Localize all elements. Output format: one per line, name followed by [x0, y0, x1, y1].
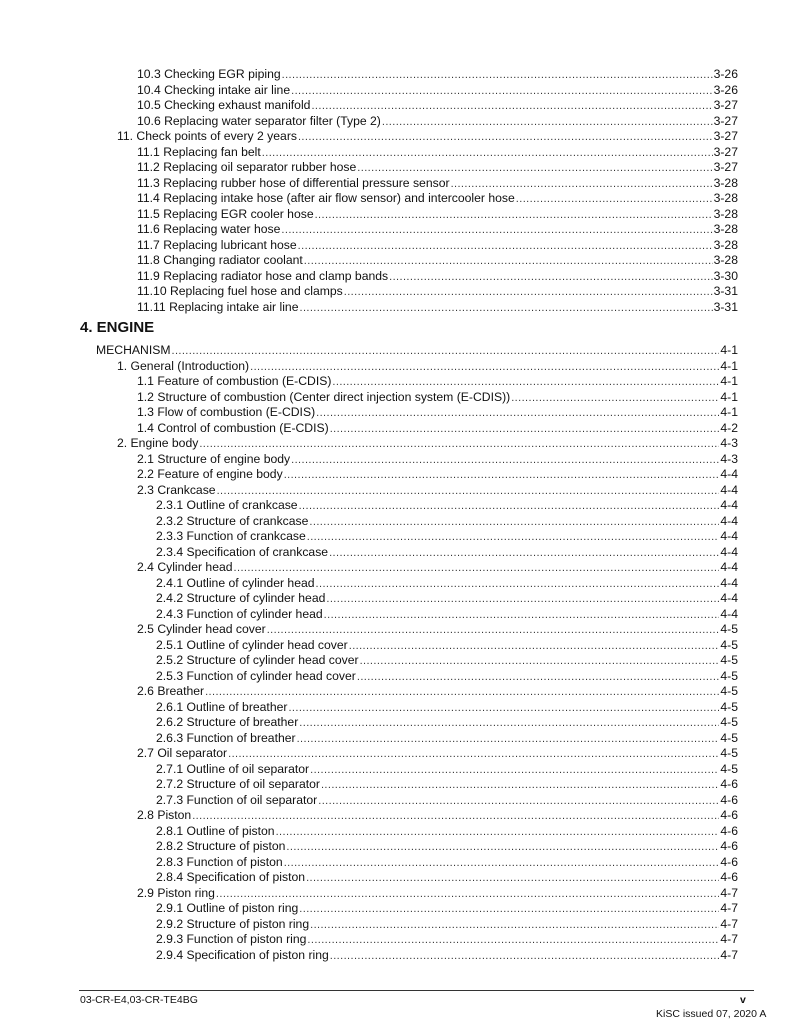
toc-entry[interactable]	[137, 389, 738, 405]
toc-entry-page: 4-7	[720, 916, 738, 931]
toc-entry-title: 1. General (Introduction)	[117, 358, 250, 373]
toc-entry[interactable]	[137, 373, 738, 389]
toc-entry-page: 4-1	[720, 358, 738, 373]
toc-entry[interactable]	[156, 652, 738, 668]
toc-entry-page: 3-27	[713, 113, 738, 128]
toc-entry[interactable]	[137, 268, 738, 284]
toc-entry[interactable]	[137, 885, 738, 901]
toc-entry-title: 2.8.2 Structure of piston	[156, 839, 286, 853]
toc-entry[interactable]	[137, 66, 738, 82]
toc-entry-page: 4-5	[720, 653, 738, 667]
toc-entry-title: 11.7 Replacing lubricant hose	[137, 237, 297, 252]
toc-entry-title: 2.9.2 Structure of piston ring	[156, 916, 310, 931]
toc-entry[interactable]	[137, 144, 738, 160]
toc-entry-page: 4-6	[720, 870, 738, 884]
dot-leader	[299, 300, 712, 316]
toc-entry[interactable]	[137, 299, 738, 315]
toc-entry-title: 2.7 Oil separator	[137, 746, 228, 760]
toc-entry-page: 4-1	[720, 389, 738, 404]
toc-entry-title: 2.8.3 Function of piston	[156, 854, 283, 869]
toc-entry[interactable]	[156, 792, 738, 808]
toc-entry-page: 4-7	[720, 901, 738, 915]
toc-entry-title: 2.9.3 Function of piston ring	[156, 932, 307, 946]
toc-entry-page: 4-1	[720, 343, 738, 357]
toc-entry-title: 2.4.1 Outline of cylinder head	[156, 575, 315, 590]
toc-entry[interactable]	[156, 575, 738, 591]
toc-entry-page: 4-5	[720, 746, 738, 760]
toc-entry-page: 4-6	[720, 808, 738, 822]
toc-entry-page: 3-27	[713, 129, 738, 143]
toc-entry[interactable]	[156, 606, 738, 622]
toc-entry-title: 2.6.1 Outline of breather	[156, 699, 288, 714]
toc-entry[interactable]	[156, 497, 738, 513]
toc-entry-title: 2.8 Piston	[137, 808, 192, 822]
toc-entry-title: 2.6.2 Structure of breather	[156, 715, 299, 729]
toc-entry[interactable]	[137, 404, 738, 420]
toc-entry-title: 10.4 Checking intake air line	[137, 82, 291, 97]
toc-entry[interactable]	[156, 854, 738, 870]
toc-entry-title: 2.8.4 Specification of piston	[156, 870, 306, 884]
toc-entry[interactable]	[156, 714, 738, 730]
toc-entry[interactable]	[137, 451, 738, 467]
toc-entry-title: 2.8.1 Outline of piston	[156, 823, 275, 838]
toc-entry[interactable]	[156, 730, 738, 746]
toc-entry-title: 11.8 Changing radiator coolant	[137, 253, 303, 267]
toc-entry-title: 2.2 Feature of engine body	[137, 467, 283, 481]
toc-entry-page: 4-1	[720, 374, 738, 388]
toc-entry[interactable]	[137, 807, 738, 823]
toc-entry[interactable]	[137, 159, 738, 175]
toc-entry-page: 4-6	[720, 777, 738, 791]
toc-entry-title: 10.3 Checking EGR piping	[137, 67, 281, 81]
toc-entry[interactable]	[117, 358, 738, 374]
footer-page-number: v	[740, 994, 746, 1006]
toc-entry[interactable]	[137, 621, 738, 637]
toc-entry[interactable]	[137, 237, 738, 253]
toc-entry-page: 4-5	[720, 684, 738, 698]
toc-entry-page: 4-1	[720, 405, 738, 419]
toc-entry-page: 4-4	[720, 560, 738, 574]
toc-entry[interactable]	[156, 528, 738, 544]
toc-entry-page: 3-31	[713, 299, 738, 314]
toc-entry-title: 2.5.1 Outline of cylinder head cover	[156, 637, 348, 652]
toc-entry-title: 2.4 Cylinder head	[137, 560, 233, 574]
footer-divider	[79, 990, 754, 991]
toc-entry-page: 4-7	[720, 885, 738, 900]
toc-entry-title: 11. Check points of every 2 years	[117, 129, 297, 143]
toc-entry[interactable]	[137, 252, 738, 268]
toc-entry-title: 11.5 Replacing EGR cooler hose	[137, 206, 314, 221]
toc-entry-title: 2.9.1 Outline of piston ring	[156, 901, 299, 915]
toc-entry-title: 2.9.4 Specification of piston ring	[156, 947, 329, 962]
toc-entry-page: 4-5	[720, 699, 738, 714]
toc-entry[interactable]	[156, 513, 738, 529]
toc-entry-page: 4-5	[720, 637, 738, 652]
toc-entry[interactable]	[137, 175, 738, 191]
toc-entry-page: 4-6	[720, 839, 738, 853]
toc-entry[interactable]	[156, 947, 738, 963]
toc-entry-page: 4-4	[720, 591, 738, 605]
toc-entry[interactable]	[156, 823, 738, 839]
toc-entry-title: 2.3.3 Function of crankcase	[156, 529, 306, 543]
toc-entry-page: 4-5	[720, 715, 738, 729]
toc-entry-page: 3-26	[713, 82, 738, 97]
toc-entry-title: 2.3.2 Structure of crankcase	[156, 513, 309, 528]
toc-entry-title: 10.5 Checking exhaust manifold	[137, 98, 311, 112]
toc-entry[interactable]	[156, 699, 738, 715]
toc-entry-title: 2.5 Cylinder head cover	[137, 622, 266, 636]
toc-entry-page: 4-4	[720, 513, 738, 528]
toc-entry-page: 4-6	[720, 823, 738, 838]
toc-entry[interactable]	[156, 776, 738, 792]
toc-entry-page: 3-28	[713, 206, 738, 221]
toc-entry-page: 4-4	[720, 529, 738, 543]
toc-entry[interactable]	[156, 900, 738, 916]
toc-entry[interactable]	[117, 435, 738, 451]
toc-entry-title: 11.6 Replacing water hose	[137, 222, 281, 236]
toc-entry-title: 2.5.2 Structure of cylinder head cover	[156, 653, 359, 667]
toc-entry[interactable]	[137, 745, 738, 761]
toc-entry[interactable]	[156, 838, 738, 854]
toc-entry-page: 3-28	[713, 237, 738, 252]
toc-entry-title: 2.3.4 Specification of crankcase	[156, 544, 329, 559]
toc-entry-page: 4-4	[720, 482, 738, 497]
toc-entry-page: 4-4	[720, 575, 738, 590]
toc-entry[interactable]	[137, 206, 738, 222]
toc-entry-page: 4-5	[720, 761, 738, 776]
toc-entry-page: 4-6	[720, 854, 738, 869]
toc-entry[interactable]	[156, 916, 738, 932]
toc-entry-title: MECHANISM	[96, 343, 171, 357]
toc-entry[interactable]	[117, 128, 738, 144]
toc-entry-page: 4-3	[720, 451, 738, 466]
footer-doc-code: 03-CR-E4,03-CR-TE4BG	[80, 994, 198, 1006]
toc-entry-title: 2.7.2 Structure of oil separator	[156, 777, 320, 791]
toc-entry[interactable]	[156, 544, 738, 560]
toc-entry[interactable]	[156, 931, 738, 947]
toc-entry-title: 10.6 Replacing water separator filter (Type 2)	[137, 113, 381, 128]
toc-entry-page: 4-6	[720, 792, 738, 807]
toc-entry-title: 2.9 Piston ring	[137, 885, 215, 900]
toc-entry-title: 11.10 Replacing fuel hose and clamps	[137, 284, 343, 298]
toc-entry[interactable]	[137, 113, 738, 129]
toc-entry-page: 4-4	[720, 498, 738, 512]
toc-entry-page: 4-4	[720, 467, 738, 481]
toc-entry-page: 4-5	[720, 668, 738, 683]
toc-entry[interactable]	[96, 342, 738, 358]
toc-entry-title: 2.5.3 Function of cylinder head cover	[156, 668, 356, 683]
toc-entry[interactable]	[137, 420, 738, 436]
toc-entry-page: 4-7	[720, 932, 738, 946]
toc-entry-title: 2.4.3 Function of cylinder head	[156, 606, 323, 621]
toc-entry[interactable]	[137, 482, 738, 498]
toc-entry[interactable]	[156, 590, 738, 606]
toc-entry-page: 3-27	[713, 98, 738, 112]
toc-entry[interactable]	[137, 97, 738, 113]
toc-entry-title: 11.3 Replacing rubber hose of differential pressure sensor	[137, 175, 450, 190]
toc-entry[interactable]	[137, 283, 738, 299]
toc-entry-page: 4-5	[720, 622, 738, 636]
toc-entry-page: 3-26	[713, 67, 738, 81]
toc-entry-page: 3-31	[713, 284, 738, 298]
toc-entry-page: 3-30	[713, 268, 738, 283]
toc-entry-title: 11.4 Replacing intake hose (after air flow sensor) and intercooler hose	[137, 191, 515, 205]
toc-entry-title: 11.1 Replacing fan belt	[137, 144, 261, 159]
toc-entry-title: 2. Engine body	[117, 436, 199, 450]
toc-entry-page: 4-4	[720, 544, 738, 559]
dot-leader	[330, 948, 720, 964]
toc-entry-title: 2.1 Structure of engine body	[137, 451, 291, 466]
footer-issue: KiSC issued 07, 2020 A	[656, 1008, 767, 1020]
toc-entry-title: 1.1 Feature of combustion (E-CDIS)	[137, 374, 332, 388]
toc-entry-title: 2.4.2 Structure of cylinder head	[156, 591, 326, 605]
toc-entry-title: 2.7.3 Function of oil separator	[156, 792, 318, 807]
toc-entry-title: 11.9 Replacing radiator hose and clamp bands	[137, 268, 389, 283]
toc-entry-page: 3-28	[713, 253, 738, 267]
toc-entry[interactable]	[137, 466, 738, 482]
toc-entry-page: 4-5	[720, 730, 738, 745]
toc-entry-title: 11.2 Replacing oil separator rubber hose	[137, 160, 357, 174]
toc-entry-title: 2.7.1 Outline of oil separator	[156, 761, 310, 776]
toc-entry-page: 3-27	[713, 160, 738, 174]
toc-entry-page: 4-4	[720, 606, 738, 621]
toc-entry-title: 2.3 Crankcase	[137, 482, 216, 497]
toc-entry-page: 3-28	[713, 175, 738, 190]
toc-entry-title: 1.2 Structure of combustion (Center direct injection system (E-CDIS))	[137, 389, 511, 404]
toc-entry[interactable]	[137, 683, 738, 699]
toc-entry-page: 4-7	[720, 947, 738, 962]
toc-entry[interactable]	[137, 221, 738, 237]
toc-entry[interactable]	[137, 559, 738, 575]
toc-entry[interactable]	[137, 190, 738, 206]
section-heading: 4. ENGINE	[80, 319, 155, 336]
toc-entry[interactable]	[156, 637, 738, 653]
toc-entry[interactable]	[137, 82, 738, 98]
toc-entry-page: 4-2	[720, 420, 738, 435]
toc-entry-title: 2.6.3 Function of breather	[156, 730, 296, 745]
toc-entry-title: 1.3 Flow of combustion (E-CDIS)	[137, 405, 316, 419]
toc-entry[interactable]	[156, 668, 738, 684]
toc-entry-title: 2.3.1 Outline of crankcase	[156, 498, 298, 512]
toc-entry-page: 3-28	[713, 222, 738, 236]
toc-entry[interactable]	[156, 869, 738, 885]
toc-entry-title: 11.11 Replacing intake air line	[137, 299, 299, 314]
toc-entry-page: 3-28	[713, 191, 738, 205]
toc-entry-title: 1.4 Control of combustion (E-CDIS)	[137, 420, 329, 435]
toc-entry-title: 2.6 Breather	[137, 684, 205, 698]
toc-entry-page: 3-27	[713, 144, 738, 159]
toc-entry[interactable]	[156, 761, 738, 777]
toc-entry-page: 4-3	[720, 436, 738, 450]
